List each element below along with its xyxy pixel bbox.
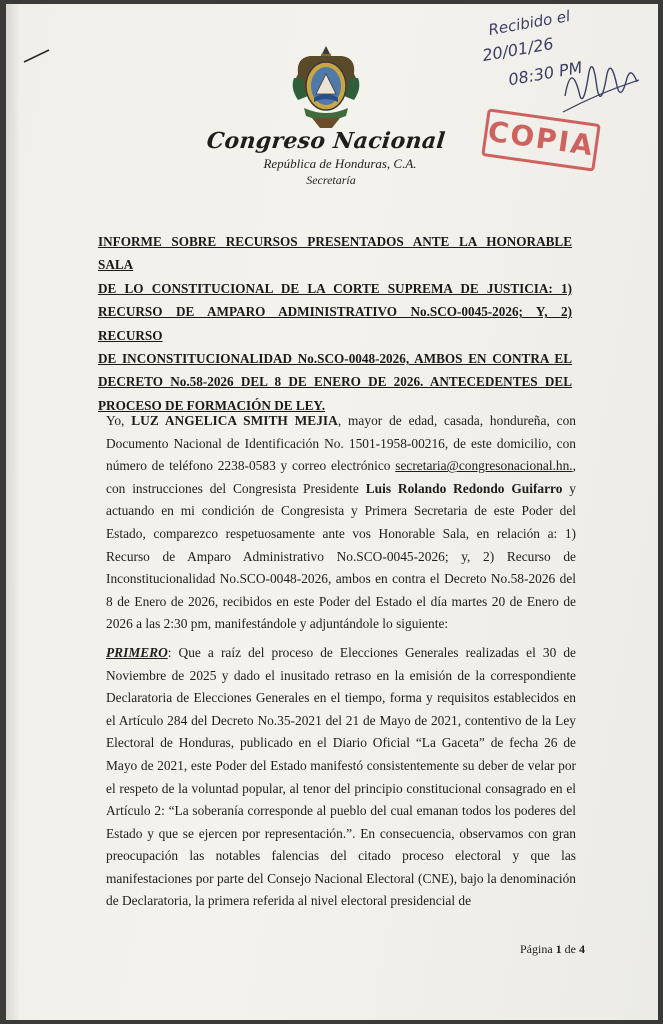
copia-stamp: COPIA <box>481 108 601 171</box>
page-sep: de <box>561 942 579 956</box>
document-body <box>106 410 576 913</box>
org-subtitle: República de Honduras, C.A. <box>263 156 417 171</box>
received-date: 20/01/26 <box>480 33 555 66</box>
document-title <box>98 230 572 417</box>
intro-paragraph <box>106 410 576 636</box>
org-department: Secretaría <box>306 173 356 187</box>
email-link[interactable]: secretaria@congresonacional.hn. <box>395 458 573 474</box>
primero-paragraph <box>106 642 576 913</box>
title-line: DE INCONSTITUCIONALIDAD No.SCO-0048-2026, AMBOS EN CONTRA EL <box>98 351 572 367</box>
title-line: DE LO CONSTITUCIONAL DE LA CORTE SUPREMA DE JUSTICIA: 1) <box>98 280 572 296</box>
handwritten-signature-icon <box>561 52 641 122</box>
document-page <box>6 4 658 1020</box>
page-total: 4 <box>579 942 585 956</box>
text-run: , con instrucciones del Congresista Presidente <box>106 458 576 496</box>
received-label: Recibido el <box>487 6 572 40</box>
pen-stroke-mark <box>22 46 52 66</box>
text-run: : Que a raíz del proceso de Elecciones Generales realizadas el 30 de Noviembre de 2025 y dado el inusitado retraso en la emisión de la correspondiente Declaratoria de Elecciones Generales en el tiempo, forma y requisitos establecidos en el Artículo 284 del Decreto No.35-2021 del 21 de Mayo de 2021, contentivo de la Ley Electoral de Honduras, publicado en el Diario Oficial “La Gaceta” de fecha 26 de Mayo de 2021, este Poder del Estado manifestó consistentemente su deber de velar por el respeto de la voluntad popular, al tenor del principio constitucional consagrado en el Artículo 2: “La soberanía corresponde al pueblo del cual emanan todos los poderes del Estado y que se ejercen por representación.”. En consecuencia, observamos con gran preocupación las notables falencias del citado proceso electoral y que las manifestaciones por parte del Consejo Nacional Electoral (CNE), bajo la denominación de Declaratoria, la primera referida al nivel electoral presidencial de <box>106 644 576 909</box>
title-line: INFORME SOBRE RECURSOS PRESENTADOS ANTE LA HONORABLE SALA <box>98 234 572 273</box>
title-line: PROCESO DE FORMACIÓN DE LEY. <box>98 397 326 413</box>
org-branding <box>206 128 446 188</box>
signatory-name: LUZ ANGELICA SMITH MEJIA <box>131 413 338 428</box>
president-name: Luis Rolando Redondo Guifarro <box>365 480 563 496</box>
title-line: DECRETO No.58-2026 DEL 8 DE ENERO DE 2026. ANTECEDENTES DEL <box>98 374 572 390</box>
page-number <box>520 942 585 957</box>
org-name: Congreso Nacional <box>205 128 447 154</box>
honduras-coat-of-arms-icon <box>288 44 364 130</box>
page-prefix: Página <box>520 942 556 956</box>
text-run: Yo, <box>106 413 132 428</box>
page-edge-shadow <box>6 4 20 1020</box>
title-line: RECURSO DE AMPARO ADMINISTRATIVO No.SCO-0045-2026; Y, 2) RECURSO <box>98 304 572 343</box>
text-run: y actuando en mi condición de Congresista y Primera Secretaria de este Poder del Estado, comparezco respetuosamente ante vos Honorable Sala, en relación a: 1) Recurso de Amparo Administrativo No.SCO-0045-2026; y, 2) Recurso de Inconstitucionalidad No.SCO-0048-2026, ambos en contra el Decreto No.58-2026 del 8 de Enero de 2026, recibidos en este Poder del Estado el día martes 20 de Enero de 2026 a las 2:30 pm, manifestándole y adjuntándole lo siguiente: <box>106 480 577 632</box>
page-current: 1 <box>555 942 562 956</box>
received-time: 08:30 PM <box>506 57 584 90</box>
primero-label: PRIMERO <box>106 644 168 660</box>
text-run: , mayor de edad, casada, hondureña, con Documento Nacional de Identificación No. 1501-1958-00216, de este domicilio, con número de teléfono 2238-0583 y correo electrónico <box>106 413 576 474</box>
